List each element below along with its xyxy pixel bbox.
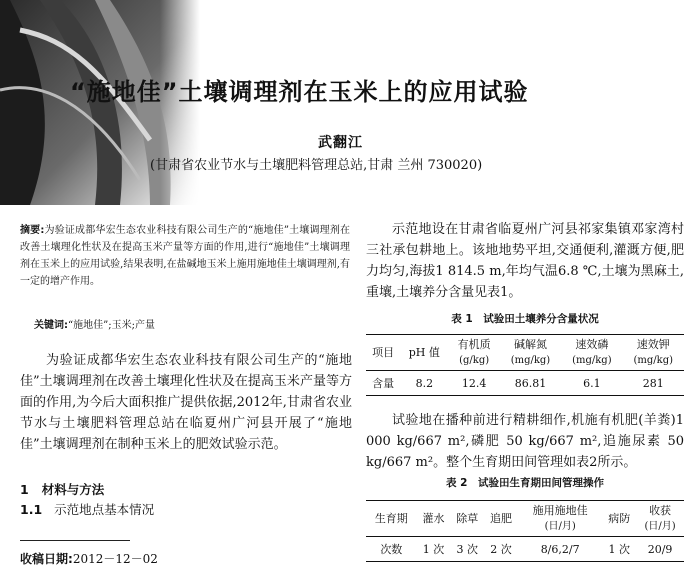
table-header-cell: pH 值 (400, 335, 448, 371)
table-row (366, 537, 684, 562)
abstract-label: 摘要: (20, 225, 45, 236)
table-cell: 8.2 (400, 371, 448, 396)
table-cell: 281 (623, 371, 684, 396)
site-paragraph: 示范地设在甘肃省临夏州广河县祁家集镇邓家湾村三社承包耕地上。该地地势平坦,交通便利,灌溉方便,肥力均匀,海拔1 814.5 m,年均气温6.8 ℃,土壤为黑麻土,重壤,土壤养分含量见表1。 (366, 222, 684, 300)
soil-nutrient-table (366, 334, 684, 396)
table-cell: 20/9 (636, 537, 684, 562)
site-description (366, 219, 684, 303)
abstract (20, 222, 350, 290)
fertilizer-description (366, 410, 684, 473)
section-heading-1 (20, 480, 104, 498)
table-row (366, 371, 684, 396)
table-header-cell: 收获 (日/月) (636, 501, 684, 537)
table-cell: 含量 (366, 371, 400, 396)
subsection-title: 示范地点基本情况 (54, 502, 155, 517)
table-cell: 86.81 (500, 371, 561, 396)
table1-caption: 表 1 试验田土壤养分含量状况 (451, 313, 599, 325)
keywords-label: 关键词: (34, 320, 68, 331)
table-cell: 1 次 (602, 537, 636, 562)
table-header-row (366, 501, 684, 537)
table-cell: 3 次 (450, 537, 484, 562)
received-date (20, 550, 158, 567)
subsection-number: 1.1 (20, 502, 43, 517)
table-header-cell: 项目 (366, 335, 400, 371)
table-header-cell: 追肥 (484, 501, 518, 537)
table-cell: 12.4 (449, 371, 500, 396)
author-name: 武翻江 (318, 135, 363, 151)
table-header-cell: 灌水 (417, 501, 451, 537)
fertilizer-paragraph: 试验地在播种前进行精耕细作,机施有机肥(羊粪)1 000 kg/667 m²,磷肥 50 kg/667 m²,追施尿素 50 kg/667 m²。整个生育期田间管理如表2所示。 (366, 413, 684, 470)
table-header-cell: 施用施地佳 (日/月) (518, 501, 602, 537)
table-header-cell: 速效钾 (mg/kg) (623, 335, 684, 371)
author-affiliation: (甘肃省农业节水与土壤肥料管理总站,甘肃 兰州 730020) (150, 158, 483, 173)
intro-paragraph: 为验证成都华宏生态农业科技有限公司生产的“施地佳”土壤调理剂在改善土壤理化性状及在提高玉米产量等方面的作用,为今后大面积推广提供依据,2012年,甘肃省农业节水与土壤肥料管理总站在临夏州广河县开展了“施地佳”土壤调理剂在制种玉米上的肥效试验示范。 (20, 353, 352, 452)
abstract-text: 为验证成都华宏生态农业科技有限公司生产的“施地佳”土壤调理剂在改善土壤理化性状及在提高玉米产量等方面的作用,进行“施地佳”土壤调理剂在玉米上的应用试验,结果表明,在盐碱地玉米上施用施地佳土壤调理剂,有一定的增产作用。 (20, 225, 350, 287)
table-cell: 次数 (366, 537, 417, 562)
table-header-row (366, 335, 684, 371)
keywords-text: “施地佳”;玉米;产量 (68, 320, 155, 331)
table-cell: 1 次 (417, 537, 451, 562)
section-heading-1-1 (20, 500, 154, 518)
table-cell: 8/6,2/7 (518, 537, 602, 562)
table-header-cell: 生育期 (366, 501, 417, 537)
intro-section (20, 350, 352, 455)
table-header-cell: 速效磷 (mg/kg) (561, 335, 622, 371)
table-header-cell: 病防 (602, 501, 636, 537)
table-header-cell: 除草 (450, 501, 484, 537)
footnote-divider (20, 540, 130, 541)
table-cell: 6.1 (561, 371, 622, 396)
table2-caption: 表 2 试验田生育期田间管理操作 (446, 477, 604, 489)
field-management-table (366, 500, 684, 562)
received-label: 收稿日期: (20, 552, 73, 566)
table-header-cell: 有机质 (g/kg) (449, 335, 500, 371)
table-cell: 2 次 (484, 537, 518, 562)
article-title: “施地佳”土壤调理剂在玉米上的应用试验 (70, 78, 529, 106)
keywords (34, 316, 155, 331)
section-number: 1 (20, 482, 29, 497)
section-title: 材料与方法 (41, 482, 105, 497)
table-header-cell: 碱解氮 (mg/kg) (500, 335, 561, 371)
received-value: 2012－12－02 (72, 552, 158, 566)
